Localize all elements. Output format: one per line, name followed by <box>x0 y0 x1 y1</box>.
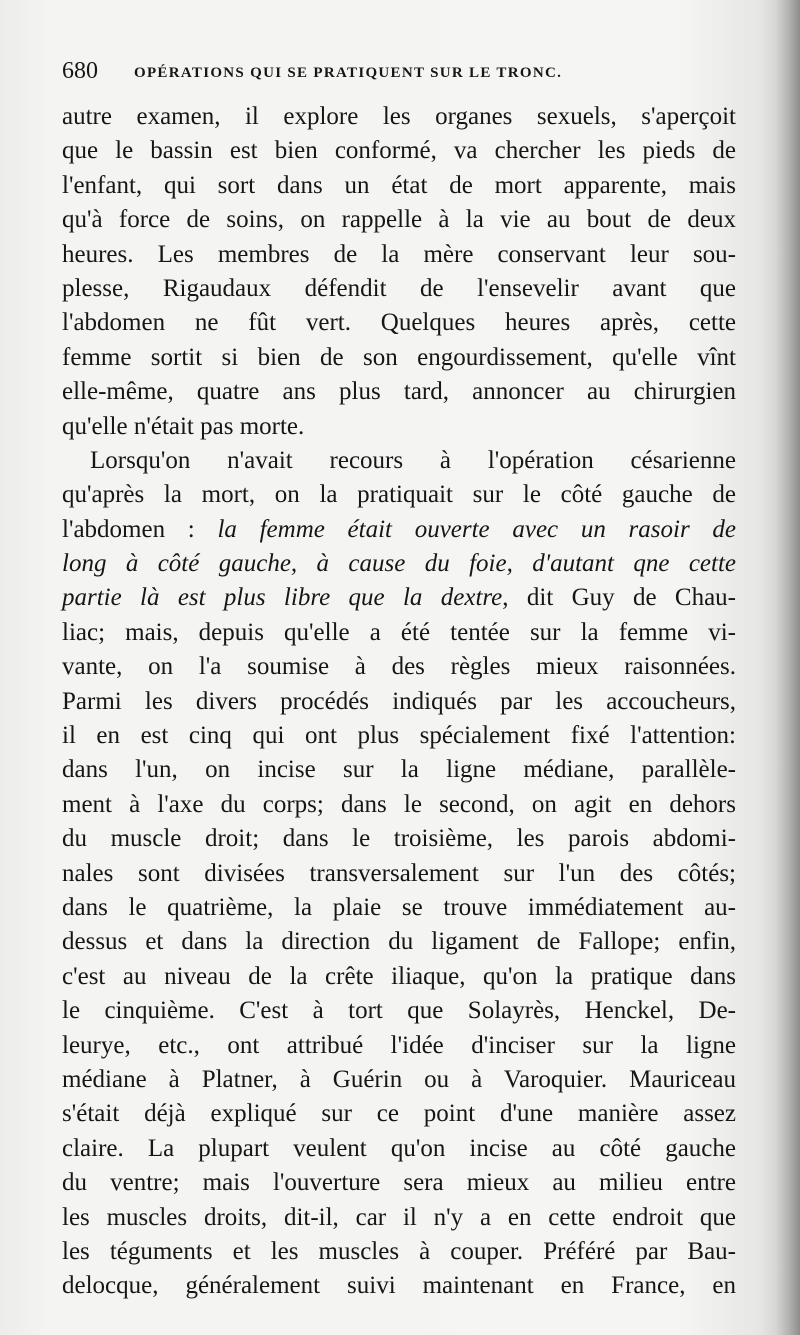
text-line: que le bassin est bien conformé, va chercher les pieds de <box>62 137 736 165</box>
text-line: heures. Les membres de la mère conservant leur sou- <box>62 240 736 268</box>
text-line: médiane à Platner, à Guérin ou à Varoquier. Mauriceau <box>62 1065 736 1093</box>
text-line <box>62 581 736 615</box>
text-line: c'est au niveau de la crête iliaque, qu'on la pratique dans <box>62 962 736 990</box>
text-line: du muscle droit; dans le troisième, les parois abdomi- <box>62 825 736 853</box>
text-line: vante, on l'a soumise à des règles mieux raisonnées. <box>62 653 736 681</box>
text-line: femme sortit si bien de son engourdissement, qu'elle vînt <box>62 343 736 371</box>
page-gutter-shadow <box>776 0 800 1335</box>
running-head: OPÉRATIONS QUI SE PRATIQUENT SUR LE TRONC. <box>134 65 563 81</box>
text-line: l'abdomen ne fût vert. Quelques heures après, cette <box>62 309 736 337</box>
text-line: l'enfant, qui sort dans un état de mort apparente, mais <box>62 171 736 199</box>
page-header <box>62 58 694 92</box>
text-line: qu'après la mort, on la pratiquait sur le côté gauche de <box>62 481 736 509</box>
text-line: dans le quatrième, la plaie se trouve immédiatement au- <box>62 893 736 921</box>
text-line: les téguments et les muscles à couper. Préféré par Bau- <box>62 1237 736 1265</box>
page-number: 680 <box>62 58 98 84</box>
text-line: dans l'un, on incise sur la ligne médiane, parallèle- <box>62 756 736 784</box>
text-line: leurye, etc., ont attribué l'idée d'inciser sur la ligne <box>62 1031 736 1059</box>
text-line: nales sont divisées transversalement sur l'un des côtés; <box>62 859 736 887</box>
text-line: ment à l'axe du corps; dans le second, on agit en dehors <box>62 790 736 818</box>
text-line: plesse, Rigaudaux défendit de l'ensevelir avant que <box>62 274 736 302</box>
text-line <box>62 547 736 581</box>
quotation-italic: partie là est plus libre que la dextre <box>62 584 503 612</box>
text-segment: l'abdomen : <box>62 515 218 543</box>
text-line: Parmi les divers procédés indiqués par les accoucheurs, <box>62 687 736 715</box>
text-line: il en est cinq qui ont plus spécialement fixé l'attention: <box>62 722 736 750</box>
text-line: elle-même, quatre ans plus tard, annoncer au chirurgien <box>62 378 736 406</box>
quotation-italic: la femme était ouverte avec un rasoir de <box>217 515 736 543</box>
text-line: autre examen, il explore les organes sexuels, s'aperçoit <box>62 103 736 130</box>
text-segment: , dit Guy de Chau- <box>502 584 737 612</box>
text-line: dessus et dans la direction du ligament de Fallope; enfin, <box>62 928 736 956</box>
quotation-italic: long à côté gauche, à cause du foie, d'autant qne cette <box>62 550 736 578</box>
paragraph-start-line: Lorsqu'on n'avait recours à l'opération césarienne <box>90 446 736 474</box>
text-line: les muscles droits, dit-il, car il n'y a en cette endroit que <box>62 1203 736 1231</box>
text-line: du ventre; mais l'ouverture sera mieux au milieu entre <box>62 1169 736 1197</box>
text-line: le cinquième. C'est à tort que Solayrès, Henckel, De- <box>62 997 736 1025</box>
text-line: claire. La plupart veulent qu'on incise au côté gauche <box>62 1134 736 1162</box>
text-line: liac; mais, depuis qu'elle a été tentée sur la femme vi- <box>62 618 736 646</box>
text-line <box>62 513 736 547</box>
text-line: qu'elle n'était pas morte. <box>62 412 305 440</box>
body-text <box>62 100 736 1304</box>
text-line: delocque, généralement suivi maintenant en France, en <box>62 1272 736 1300</box>
text-line: qu'à force de soins, on rappelle à la vie au bout de deux <box>62 206 736 234</box>
text-line: s'était déjà expliqué sur ce point d'une manière assez <box>62 1100 736 1128</box>
